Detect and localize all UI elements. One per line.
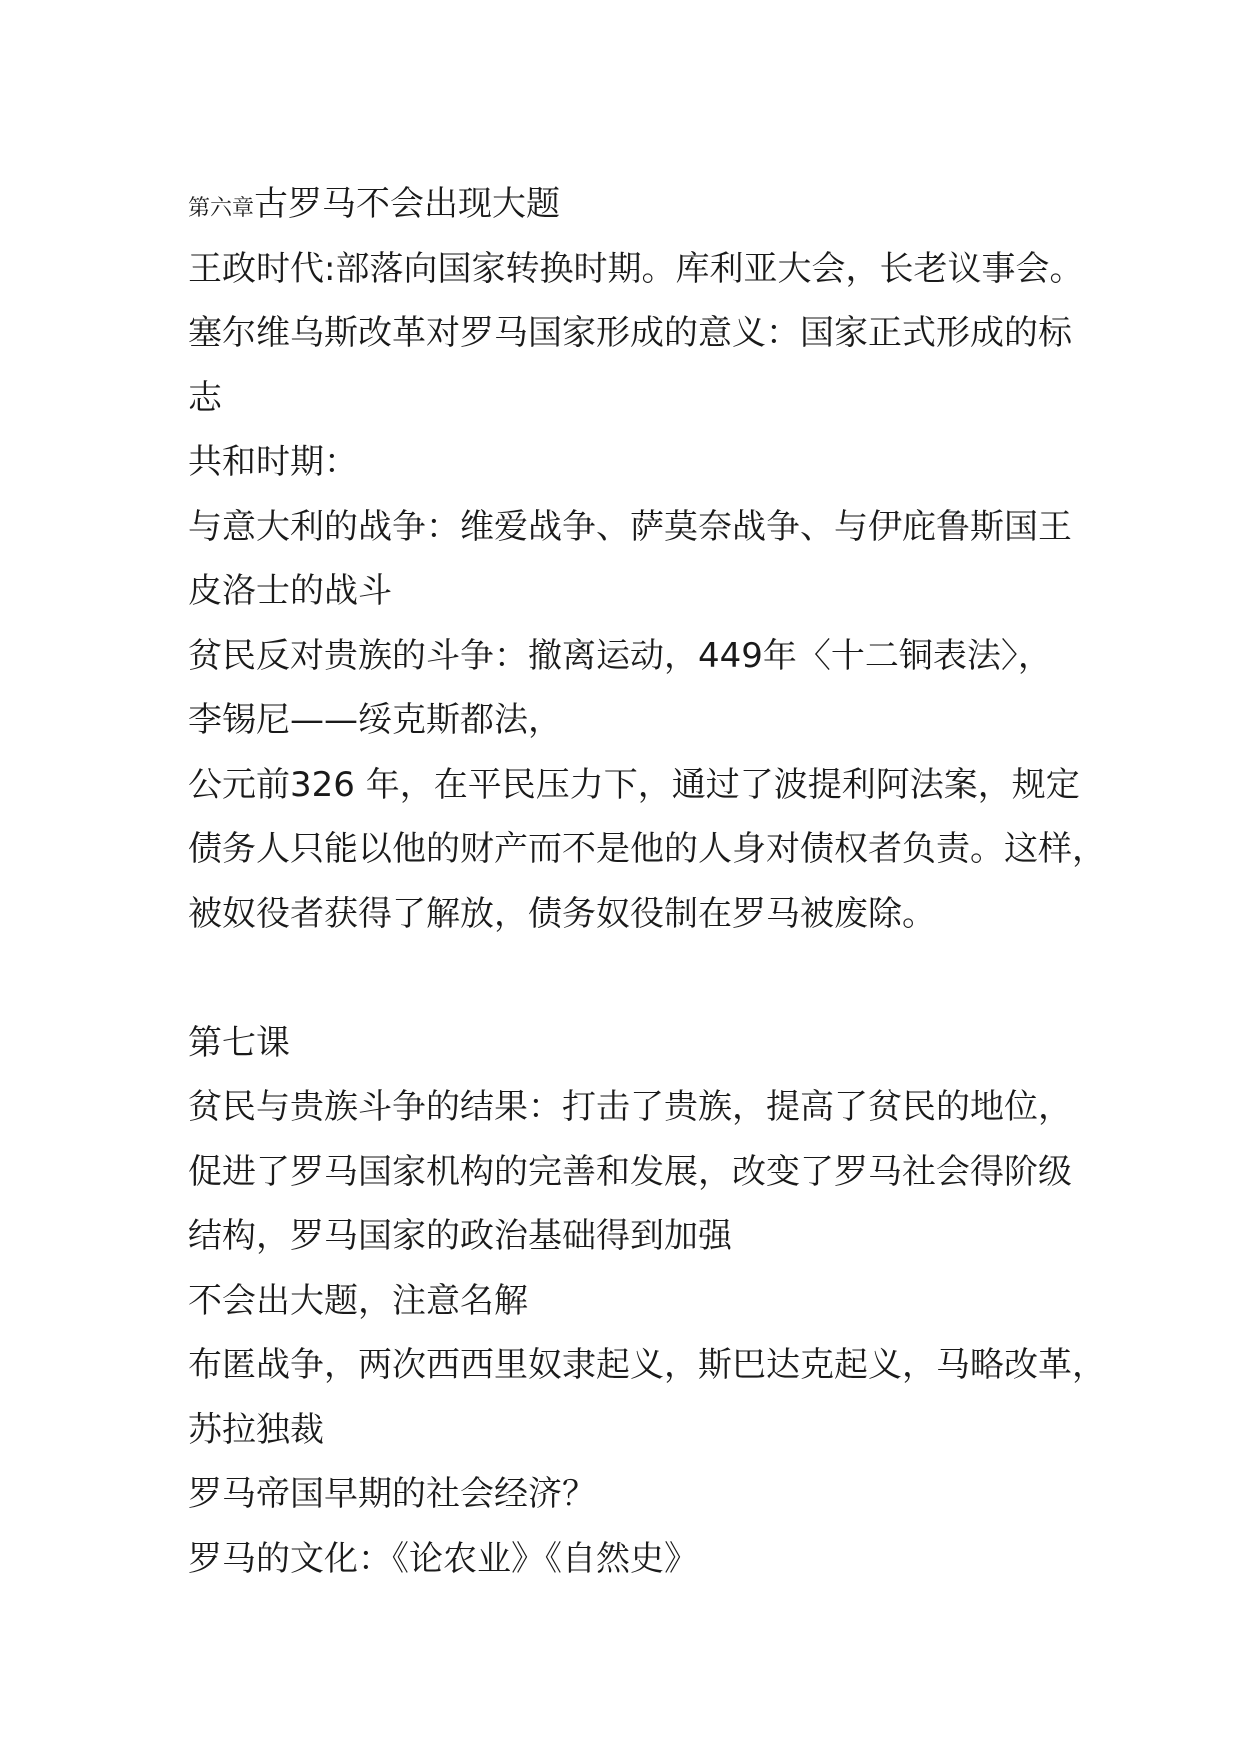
text-line: 促进了罗马国家机构的完善和发展，改变了罗马社会得阶级 <box>188 1151 1072 1192</box>
text-line: 布匿战争，两次西西里奴隶起义，斯巴达克起义，马略改革， <box>188 1345 1106 1385</box>
text-line: 被奴役者获得了解放，债务奴役制在罗马被废除。 <box>188 893 936 934</box>
text-line: 共和时期： <box>188 442 358 482</box>
text-line: 债务人只能以他的财产而不是他的人身对债权者负责。这样， <box>188 829 1106 869</box>
text-line: 罗马的文化：《论农业》《自然史》 <box>188 1538 698 1579</box>
text-line: 贫民与贵族斗争的结果：打击了贵族，提高了贫民的地位， <box>188 1087 1072 1127</box>
text-line: 结构，罗马国家的政治基础得到加强 <box>188 1216 732 1256</box>
chapter-prefix: 第六章 <box>188 196 255 221</box>
text-line: 李锡尼——绥克斯都法， <box>188 700 562 740</box>
text-line: 皮洛士的战斗 <box>188 571 392 611</box>
text-line: 志 <box>188 377 222 418</box>
document-body <box>188 172 1106 1591</box>
blank-line <box>188 946 1068 1011</box>
text-line: 罗马帝国早期的社会经济？ <box>188 1474 596 1514</box>
chapter-heading <box>188 172 1068 237</box>
text-line: 公元前326 年，在平民压力下，通过了波提利阿法案，规定 <box>188 764 1080 805</box>
text-line: 贫民反对贵族的斗争：撤离运动，449年〈十二铜表法〉， <box>188 635 1052 676</box>
text-line: 苏拉独裁 <box>188 1409 324 1450</box>
lesson-heading: 第七课 <box>188 1022 290 1063</box>
text-line: 塞尔维乌斯改革对罗马国家形成的意义：国家正式形成的标 <box>188 313 1072 353</box>
text-line: 不会出大题，注意名解 <box>188 1280 528 1321</box>
chapter-title: 古罗马不会出现大题 <box>254 184 561 224</box>
text-line: 王政时代:部落向国家转换时期。库利亚大会，长老议事会。 <box>188 248 1084 289</box>
text-line: 与意大利的战争：维爱战争、萨莫奈战争、与伊庇鲁斯国王 <box>188 506 1072 547</box>
